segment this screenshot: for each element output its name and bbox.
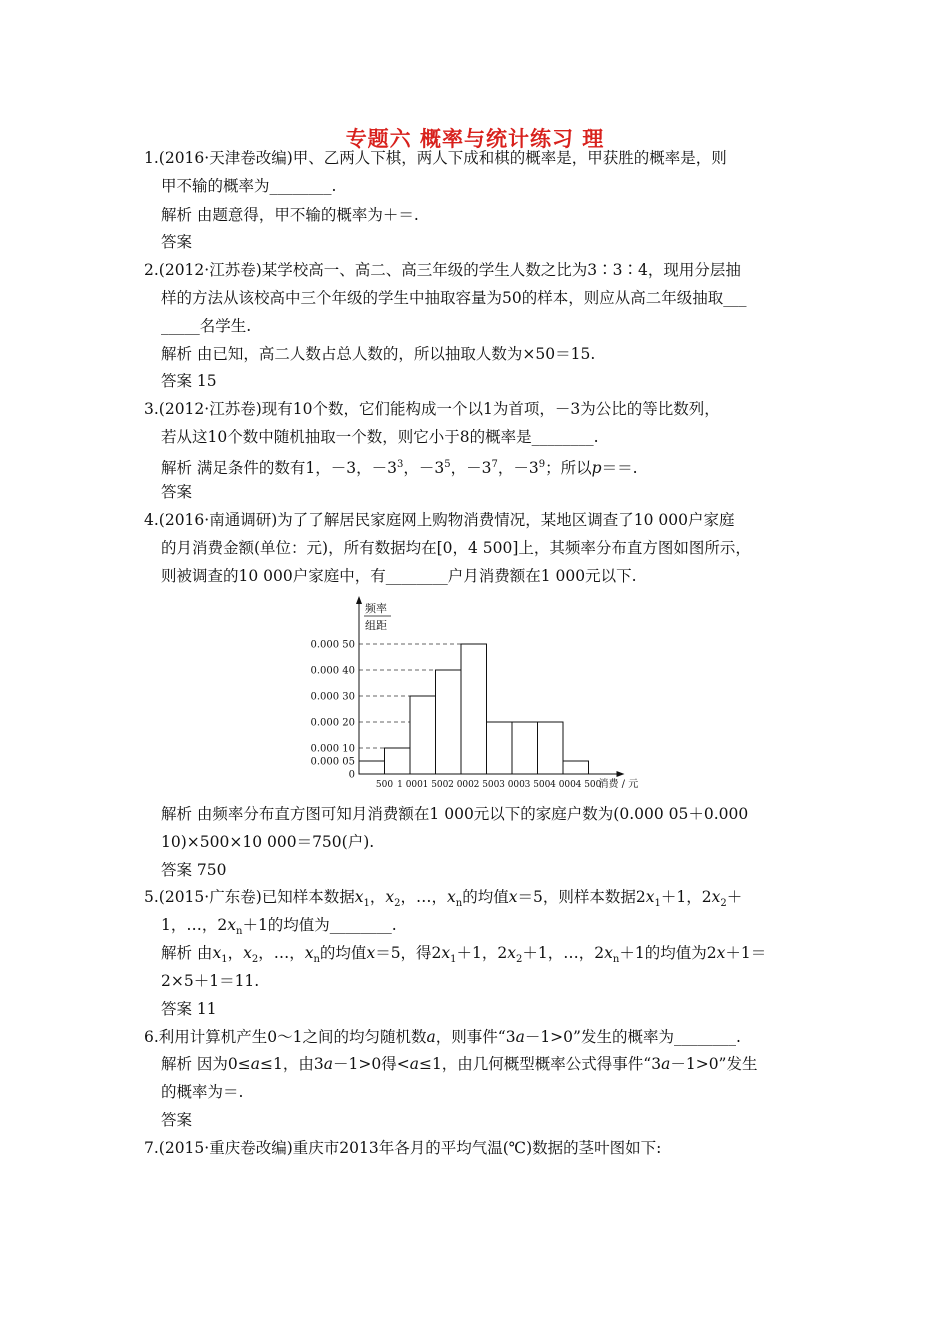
histogram-bar (359, 761, 385, 774)
y-axis-arrow (356, 596, 362, 604)
q4-line2: 的月消费金额(单位：元)，所有数据均在[0，4 500]上，其频率分布直方图如图所示， (161, 539, 751, 557)
y-tick-label: 0 (348, 769, 355, 781)
histogram-bar (487, 722, 513, 774)
x-tick-label: 500 (375, 780, 394, 790)
q5-jiexi-line2: 2×5＋1＝11. (161, 972, 260, 990)
q3-daan: 答案 (161, 483, 193, 501)
y-tick-label: 0.000 30 (310, 691, 355, 703)
y-tick-label: 0.000 20 (310, 717, 355, 729)
q7-line1: 7.(2015·重庆卷改编)重庆市2013年各月的平均气温(℃)数据的茎叶图如下: (144, 1139, 662, 1157)
q1-jiexi: 解析 由题意得，甲不输的概率为＋＝. (161, 206, 419, 224)
q5-daan: 答案 11 (161, 1000, 217, 1018)
q3-line2: 若从这10个数中随机抽取一个数，则它小于8的概率是________. (161, 428, 599, 446)
q4-jiexi-line2: 10)×500×10 000＝750(户). (161, 833, 375, 851)
q6-daan: 答案 (161, 1111, 193, 1129)
q2-jiexi: 解析 由已知，高二人数占总人数的，所以抽取人数为×50＝15. (161, 345, 596, 363)
x-tick-label: 2 500 (473, 780, 500, 790)
x-tick-label: 1 500 (422, 780, 449, 790)
histogram-bar (385, 748, 411, 774)
q5-line1: 5.(2015·广东卷)已知样本数据$x_1$，$x_2$，…，$x_n$的均值x＝5，则样本数据$2x_1+1$，$2x_2+$ (144, 888, 743, 910)
x-tick-label: 4 500 (575, 780, 602, 790)
q2-line2: 样的方法从该校高中三个年级的学生中抽取容量为50的样本，则应从高二年级抽取___ (161, 289, 747, 307)
x-tick-label: 3 500 (524, 780, 551, 790)
q2-line1: 2.(2012·江苏卷)某学校高一、高二、高三年级的学生人数之比为3∶3∶4，现用分层抽 (144, 261, 741, 279)
q6-jiexi: 解析 因为0≤a≤1，由3a－1>0得<a≤1，由几何概型概率公式得事件“3a－1>0”发生 (161, 1055, 758, 1073)
y-tick-label: 0.000 50 (310, 639, 355, 651)
histogram-bar (512, 722, 538, 774)
x-axis-label: 消费 / 元 (598, 779, 639, 790)
q4-line1: 4.(2016·南通调研)为了了解居民家庭网上购物消费情况，某地区调查了10 000户家庭 (144, 511, 735, 529)
q3-jiexi: 解析 满足条件的数有1，－3，$-3^3$，$-3^5$，$-3^7$，$-3^9$；所以p＝＝. (161, 459, 638, 478)
q4-jiexi-line1: 解析 由频率分布直方图可知月消费额在1 000元以下的家庭户数为(0.000 05＋0.000 (161, 805, 749, 823)
x-tick-label: 4 000 (550, 780, 576, 790)
q6-jiexi-line2: 的概率为＝. (161, 1083, 244, 1101)
y-tick-label: 0.000 10 (310, 743, 355, 755)
q5-line2: 1，…，$2x_n+1$的均值为________. (161, 916, 397, 938)
q2-daan: 答案 15 (161, 372, 217, 390)
q1-daan: 答案 (161, 233, 193, 251)
y-label-bottom: 组距 (365, 619, 387, 632)
y-tick-label: 0.000 05 (310, 756, 355, 768)
histogram-chart (300, 596, 670, 796)
x-tick-label: 1 000 (397, 780, 423, 790)
y-label-top: 频率 (365, 602, 387, 615)
histogram-bar (563, 761, 589, 774)
q2-line3: _____名学生. (161, 317, 252, 335)
x-tick-label: 2 000 (448, 780, 474, 790)
histogram-bar (461, 644, 487, 774)
q4-daan: 答案 750 (161, 861, 227, 879)
q3-line1: 3.(2012·江苏卷)现有10个数，它们能构成一个以1为首项，－3为公比的等比数列， (144, 400, 720, 418)
x-axis-arrow (617, 771, 625, 777)
q5-jiexi: 解析 由$x_1$，$x_2$，…，$x_n$的均值x＝5，得$2x_1+1$，$2x_2+1$，…，$2x_n+1$的均值为2x＋1＝ (161, 944, 767, 966)
histogram-bar (436, 670, 462, 774)
q6-line1: 6.利用计算机产生0～1之间的均匀随机数a，则事件“3a－1>0”发生的概率为________. (144, 1028, 741, 1046)
q1-line2: 甲不输的概率为________. (161, 177, 337, 195)
q4-line3: 则被调查的10 000户家庭中，有________户月消费额在1 000元以下. (161, 567, 637, 585)
y-tick-label: 0.000 40 (310, 665, 355, 677)
histogram-bar (410, 696, 436, 774)
x-tick-label: 3 000 (499, 780, 525, 790)
page-title: 专题六 概率与统计练习 理 (345, 126, 605, 151)
histogram-bar (538, 722, 564, 774)
q1-line1: 1.(2016·天津卷改编)甲、乙两人下棋，两人下成和棋的概率是，甲获胜的概率是，则 (144, 149, 727, 167)
